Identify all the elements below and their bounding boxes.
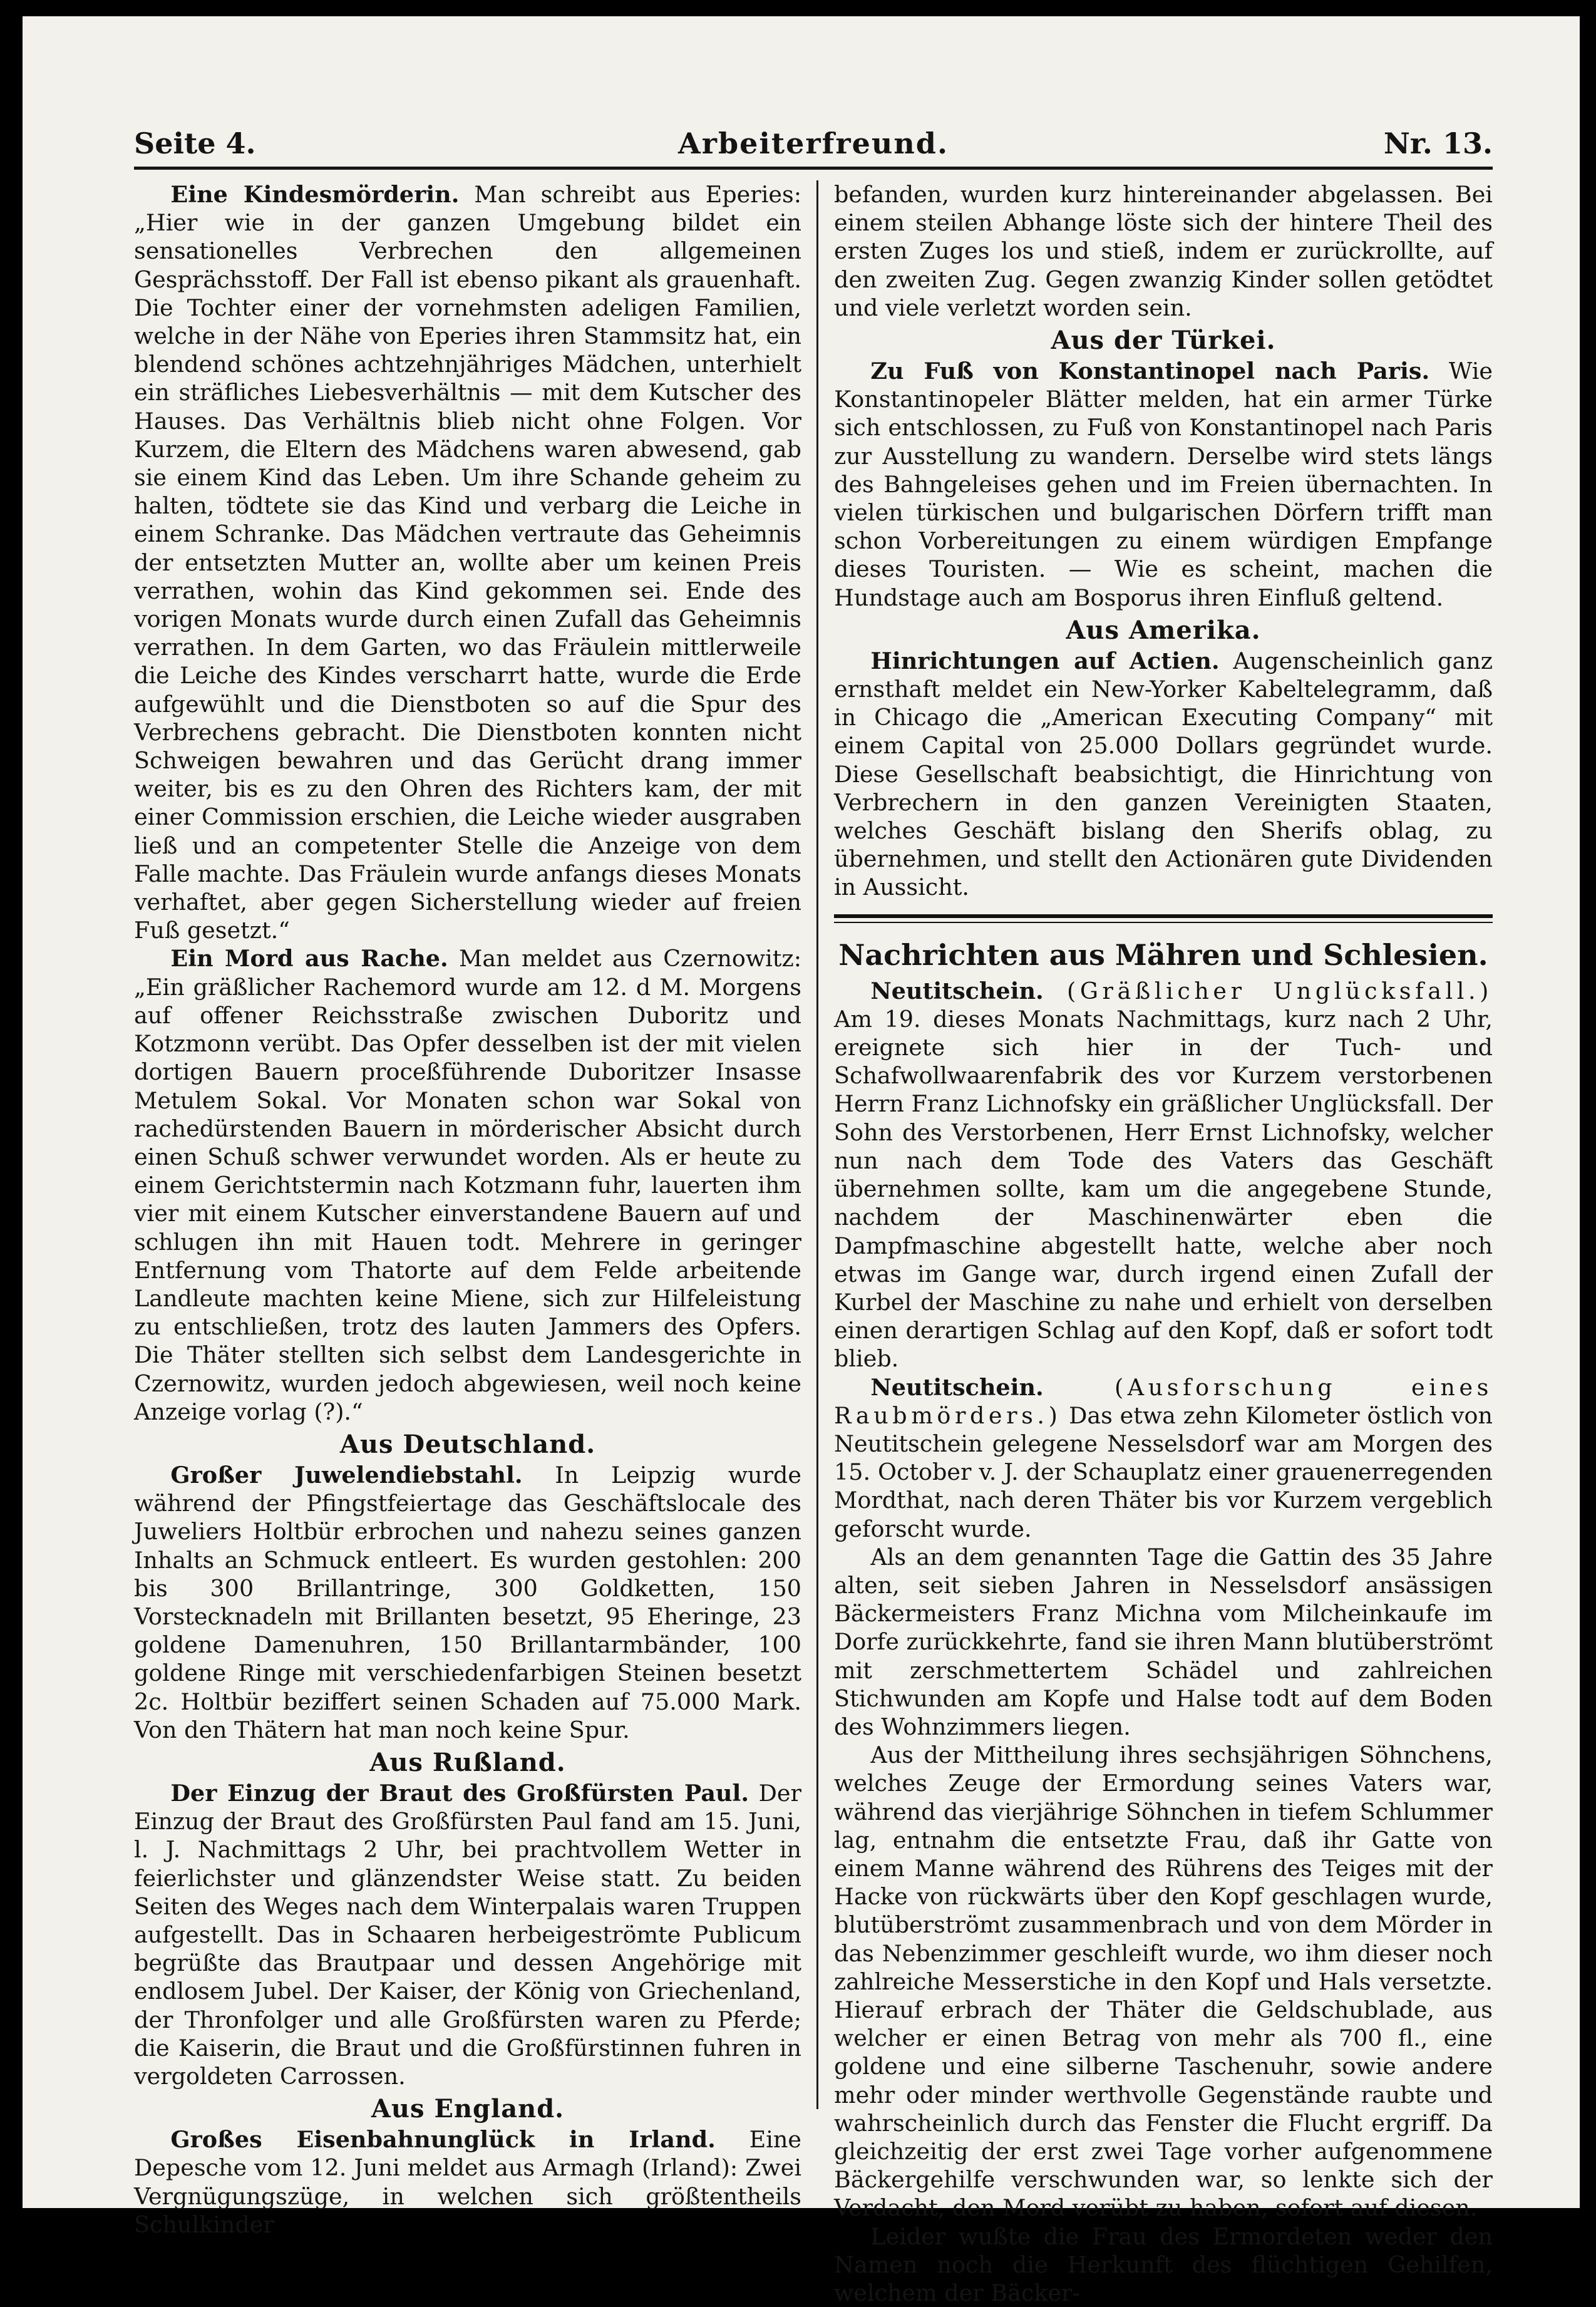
article-text: Der Einzug der Braut des Großfürsten Paul fand am 15. Juni, l. J. Nachmittags 2 Uhr, bei prachtvollem Wetter in feierlichster und glänzendster Weise statt. Zu beiden Seiten des Weges nach dem Winterpalais waren Truppen aufgestellt. Das in Schaaren herbeigeströmte Publicum begrüßte das Brautpaar und dessen Angehörige mit endlosem Jubel. Der Kaiser, der König von Griechenland, der Thronfolger und alle Großfürsten waren zu Pferde; die Kaiserin, die Braut und die Großfürstinnen fuhren in vergoldeten Carrossen. [134,1779,801,2090]
article-place: Neutitschein. [870,977,1044,1004]
article-heading: Zu Fuß von Konstantinopel nach Paris. [870,358,1430,385]
newspaper-title: Arbeiterfreund. [678,126,949,160]
section-heading-deutschland: Aus Deutschland. [339,1429,596,1459]
article-heading: Großes Eisenbahnunglück in Irland. [170,2126,716,2154]
article-text: Man schreibt aus Eperies: „Hier wie in der ganzen Umgebung bildet ein sensationelles Verbrechen den allgemeinen Gesprächsstoff. Der Fall ist ebenso pikant als grauenhaft. Die Tochter einer der vornehmsten adeligen Familien, welche in der Nähe von Eperies ihren Stammsitz hat, ein blendend schönes achtzehnjähriges Mädchen, unterhielt ein sträfliches Liebesverhältnis — mit dem Kutscher des Hauses. Das Verhältnis blieb nicht ohne Folgen. Vor Kurzem, die Eltern des Mädchens waren abwesend, gab sie einem Kind das Leben. Um ihre Schande geheim zu halten, tödtete sie das Kind und verbarg die Leiche in einem Schranke. Das Mädchen vertraute das Geheimnis der entsetzten Mutter an, wollte aber um keinen Preis verrathen, wohin das Kind gekommen sei. Ende des vorigen Monats wurde durch einen Zufall das Geheimnis verrathen. In dem Garten, wo das Fräulein mittlerweile die Leiche des Kindes verscharrt hatte, wurde die Erde aufgewühlt und die Dienstboten so auf die Spur des Verbrechens gebracht. Die Dienstboten konnten nicht Schweigen bewahren und das Gerücht drang immer weiter, bis es zu den Ohren des Richters kam, der mit einer Commission erschien, die Leiche wieder ausgraben ließ und an competenter Stelle die Anzeige von dem Falle machte. Das Fräulein wurde anfangs dieses Monats verhaftet, aber gegen Sicherstellung wieder auf freien Fuß gesetzt.“ [134,181,801,944]
article-unglucksfall [834,977,1493,1373]
section-heading-amerika: Aus Amerika. [1066,615,1261,645]
article-subtitle: (Gräßlicher Unglücksfall.) [1067,977,1493,1004]
article-zu-fuss [834,357,1493,612]
article-continuation: befanden, wurden kurz hintereinander abgelassen. Bei einem steilen Abhange löste sich der hintere Theil des ersten Zuges los und stieß, indem er zurückrollte, auf den zweiten Zug. Gegen zwanzig Kinder sollen getödtet und viele verletzt worden sein. [834,181,1493,321]
right-column [834,180,1493,2307]
article-text: Augenscheinlich ganz ernsthaft meldet ein New-Yorker Kabeltelegramm, daß in Chicago die „American Executing Company“ mit einem Capital von 25.000 Dollars gegründet wurde. Diese Gesellschaft beabsichtigt, die Hinrichtung von Verbrechern in den ganzen Vereinigten Staaten, welches Geschäft bislang den Sherifs oblag, zu übernehmen, und stellt den Actionären gute Dividenden in Aussicht. [834,647,1493,901]
section-rule-thick [834,914,1493,918]
article-heading: Hinrichtungen auf Actien. [870,647,1220,674]
article-einzug-braut [134,1779,801,2090]
issue-number: Nr. 13. [1383,126,1493,160]
article-kindesmoerderin [134,180,801,944]
article-text: Wie Konstantinopeler Blätter melden, hat ein armer Türke sich entschlossen, zu Fuß von Konstantinopel nach Paris zur Ausstellung zu wandern. Derselbe wird stets längs des Bahngeleises gehen und im Freien übernachten. In vielen türkischen und bulgarischen Dörfern trifft man schon Vorbereitungen zu einem würdigen Empfange dieses Touristen. — Wie es scheint, machen die Hundstage auch am Bosporus ihren Einfluß geltend. [834,358,1493,611]
article-subtitle: (Ausforschung eines Raubmörders.) [834,1373,1493,1429]
article-mord-aus-rache [134,944,801,1425]
article-eisenbahnunglueck [134,2125,801,2239]
paragraph: Aus der Mittheilung ihres sechsjährigen Söhnchens, welches Zeuge der Ermordung seines Vaters war, während das vierjährige Söhnchen in tiefem Schlummer lag, entnahm die entsetzte Frau, daß ihr Gatte von einem Manne während des Rührens des Teiges mit der Hacke von rückwärts über den Kopf geschlagen wurde, blutüberströmt zusammenbrach und von dem Mörder in das Nebenzimmer geschleift wurde, wo ihm dieser noch zahlreiche Messerstiche in den Kopf und Hals versetzte. Hierauf erbrach der Thäter die Geldschublade, aus welcher er einen Betrag von mehr als 700 fl., eine goldene und eine silberne Taschenuhr, sowie andere mehr oder minder werthvolle Gegenstände raubte und wahrscheinlich durch das Fenster die Flucht ergriff. Da gleichzeitig der erst zwei Tage vorher aufgenommene Bäckergehilfe verschwunden war, so lenkte sich der Verdacht, den Mord verübt zu haben, sofort auf diesen. [834,1742,1493,2222]
article-raubmoerder [834,1373,1493,1543]
header-rule [134,167,1493,170]
article-text: Das etwa zehn Kilometer östlich von Neutitschein gelegene Nesselsdorf war am Morgen des 15. October v. J. der Schauplatz einer grauenerregenden Mordthat, nach deren Thäter bis vor Kurzem vergeblich geforscht wurde. [834,1401,1493,1542]
section-rule-thin [834,922,1493,923]
article-heading: Der Einzug der Braut des Großfürsten Paul. [170,1779,749,1807]
section-title-maehren-schlesien: Nachrichten aus Mähren und Schlesien. [838,937,1488,972]
section-heading-russland: Aus Rußland. [369,1747,566,1777]
left-column [134,180,802,2238]
page-number: Seite 4. [134,126,256,160]
article-heading: Großer Juwelendiebstahl. [170,1461,523,1489]
article-hinrichtungen [834,647,1493,902]
article-text: In Leipzig wurde während der Pfingstfeiertage das Geschäftslocale des Juweliers Holtbür erbrochen und nahezu seines ganzen Inhalts an Schmuck entleert. Es wurden gestohlen: 200 bis 300 Brillantringe, 300 Goldketten, 150 Vorstecknadeln mit Brillanten besetzt, 95 Eheringe, 23 goldene Damenuhren, 150 Brillantarmbänder, 100 goldene Ringe mit verschiedenfarbigen Steinen besetzt 2c. Holtbür beziffert seinen Schaden auf 75.000 Mark. Von den Thätern hat man noch keine Spur. [134,1461,802,1743]
article-text: Eine Depesche vom 12. Juni meldet aus Armagh (Irland): Zwei Vergnügungszüge, in welchen sich größtentheils Schulkinder [134,2126,801,2238]
section-heading-tuerkei: Aus der Türkei. [1051,326,1276,356]
article-juwelendiebstahl [134,1461,801,1744]
article-heading: Eine Kindesmörderin. [170,181,460,208]
page-header [134,126,1493,170]
article-heading: Ein Mord aus Rache. [170,945,448,973]
section-heading-england: Aus England. [371,2094,565,2124]
article-text: Man meldet aus Czernowitz: „Ein gräßlicher Rachemord wurde am 12. d M. Morgens auf offener Reichsstraße zwischen Duboritz und Kotzmonn verübt. Das Opfer desselben ist der mit vielen dortigen Bauern proceßführende Duboritzer Insasse Metulem Sokal. Vor Monaten schon war Sokal von rachedürstenden Bauern in mörderischer Absicht durch einen Schuß schwer verwundet worden. Als er heute zu einem Gerichtstermin nach Kotzmann fuhr, lauerten ihm vier mit einem Kutscher einverstandene Bauern auf und schlugen ihn mit Hauen todt. Mehrere in geringer Entfernung vom Thatorte auf dem Felde arbeitende Landleute machten keine Miene, sich zur Hilfeleistung zu entschließen, trotz des lauten Jammers des Opfers. Die Thäter stellten sich selbst dem Landesgerichte in Czernowitz, wurden jedoch abgewiesen, weil noch keine Anzeige vorlag (?).“ [134,945,801,1425]
newspaper-page [23,16,1580,2307]
column-divider [816,180,818,2109]
paragraph: Als an dem genannten Tage die Gattin des 35 Jahre alten, seit sieben Jahren in Nesselsdorf ansässigen Bäckermeisters Franz Michna vom Milcheinkaufe im Dorfe zurückkehrte, fand sie ihren Mann blutüberströmt mit zerschmettertem Schädel und zahlreichen Stichwunden am Kopfe und Halse todt auf dem Boden des Wohnzimmers liegen. [834,1543,1493,1740]
article-text: Am 19. dieses Monats Nachmittags, kurz nach 2 Uhr, ereignete sich hier in der Tuch- und Schafwollwaarenfabrik des vor Kurzem verstorbenen Herrn Franz Lichnofsky ein gräßlicher Unglücksfall. Der Sohn des Verstorbenen, Herr Ernst Lichnofsky, welcher nun nach dem Tode des Vaters das Geschäft übernehmen sollte, kam um die angegebene Stunde, nachdem der Maschinenwärter eben die Dampfmaschine abgestellt hatte, welche aber noch etwas im Gange war, durch irgend einen Zufall der Kurbel der Maschine zu nahe und erhielt von derselben einen derartigen Schlag auf den Kopf, daß er sofort todt blieb. [834,1005,1493,1373]
article-place: Neutitschein. [870,1373,1044,1401]
paragraph: Leider wußte die Frau des Ermordeten weder den Namen noch die Herkunft des flüchtigen Gehilfen, welchem der Bäcker- [834,2222,1493,2307]
